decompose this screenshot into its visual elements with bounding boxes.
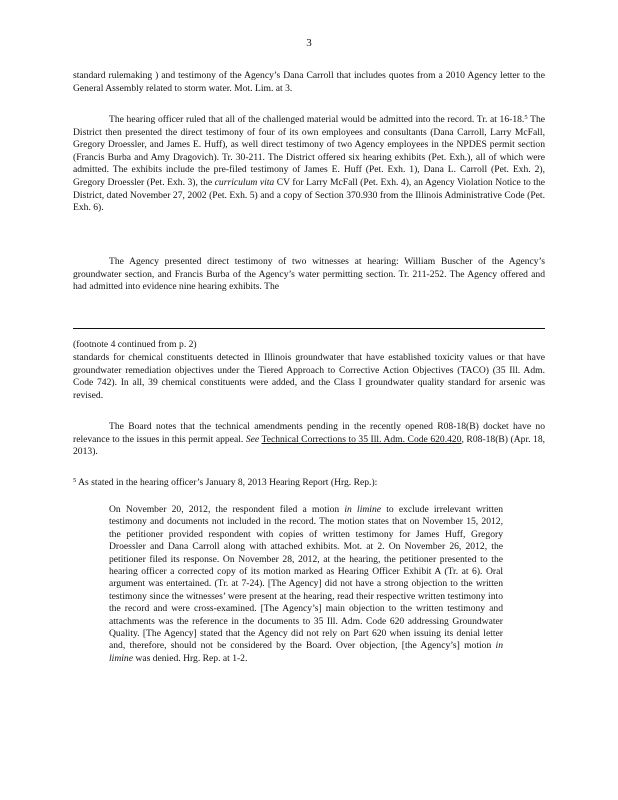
footnote-4-continued-label: (footnote 4 continued from p. 2) bbox=[73, 339, 197, 350]
technical-corrections-citation: Technical Corrections to 35 Ill. Adm. Code 620.420 bbox=[261, 433, 462, 445]
see-signal: See bbox=[245, 433, 260, 445]
paragraph-hearing-testimony bbox=[73, 114, 545, 215]
district-exhibits-text: CV for Larry McFall (Pet. Exh. 4), an Agency Violation Notice to the District, dated November 27, 2002 (Pet. Exh. 5) and a copy of Section 370.930 from the Illinois Administrative Code (Pet. Exh. 6). bbox=[73, 176, 546, 214]
in-limine-italic-2: in limine bbox=[109, 640, 503, 664]
district-testimony-text: The District then presented the direct testimony of four of its own employees and consultants (Dana Carroll, Larry McFall, Gregory Droessler, and James E. Huff), as well direct testimony of two Agency employees in the NPDES permit section (Francis Burba and Amy Dragovich). Tr. 30-211. The District offered six hearing exhibits (Pet. Exh.), all of which were admitted. The exhibits include the pre-filed testimony of James E. Huff (Pet. Exh. 1), Dana L. Carroll (Pet. Exh. 2), Gregory Droessler (Pet. Exh. 3), the bbox=[73, 114, 545, 188]
footnote-5-reference: 5 bbox=[524, 114, 528, 121]
citation-docket: , R08-18(B) (Apr. 18, 2013). bbox=[73, 433, 546, 458]
footnote-separator bbox=[73, 328, 545, 329]
in-limine-italic-1: in limine bbox=[344, 504, 382, 515]
hearing-ruling-text: The hearing officer ruled that all of the challenged material would be admitted into the record. Tr. at 16-18. bbox=[109, 114, 525, 125]
paragraph-motion-limine-summary: standard rulemaking ) and testimony of the Agency’s Dana Carroll that includes quotes from a 2010 Agency letter to the General Assembly related to storm water. Mot. Lim. at 3. bbox=[73, 70, 545, 94]
quote-part-2: to exclude irrelevant written testimony and documents not included in the record. The motion states that on November 15, 2012, the petitioner provided respondent with copies of written testimony for James Huff, Gregory Droessler and Dana Carroll along with attached exhibits. Mot. at 2. On November 26, 2012, the petitioner filed its response. On November 28, 2012, at the hearing, the petitioner presented to the hearing officer a corrected copy of its motion marked as Hearing Officer Exhibit A (Tr. at 6). Oral argument was entertained. (Tr. at 7-24). [The Agency] did not have a strong objection to the written testimony since the witnesses’ were present at the hearing, read their respective written testimony into the record and were cross-examined. [The Agency’s] main objection to the written testimony and attachments was the reference in the documents to 35 Ill. Adm. Code 620 addressing Groundwater Quality. [The Agency] stated that the Agency did not rely on Part 620 when issuing its denial letter and, therefore, should not be considered by the Board. Over objection, [the Agency’s] motion bbox=[109, 504, 504, 652]
paragraph-agency-witnesses: The Agency presented direct testimony of two witnesses at hearing: William Buscher of the Agency’s groundwater section, and Francis Burba of the Agency’s water permitting section. Tr. 211-252. The Agency offered and had admitted into evidence nine hearing exhibits. The bbox=[73, 256, 545, 293]
quote-part-1: On November 20, 2012, the respondent filed a motion bbox=[109, 504, 340, 515]
footnote-5-intro-text: As stated in the hearing officer’s January 8, 2013 Hearing Report (Hrg. Rep.): bbox=[78, 477, 378, 488]
page-number: 3 bbox=[306, 37, 312, 49]
curriculum-vita-italic: curriculum vita bbox=[214, 176, 275, 188]
footnote-4-text: standards for chemical constituents detected in Illinois groundwater that have established toxicity values or that have groundwater remediation objectives under the Tiered Approach to Corrective Action Objectives (TACO) (35 Ill. Adm. Code 742). In all, 39 chemical constituents were added, and the Class I groundwater quality standard for arsenic was revised. bbox=[73, 352, 545, 401]
footnote-4-board-note bbox=[73, 421, 545, 459]
footnote-5-number: 5 bbox=[73, 477, 77, 484]
footnote-5-intro bbox=[73, 477, 545, 490]
footnote-5-block-quote bbox=[109, 504, 503, 665]
board-note-text: The Board notes that the technical amendments pending in the recently opened R08-18(B) docket have no relevance to the issues in this permit appeal. bbox=[73, 421, 545, 445]
quote-part-3: was denied. Hrg. Rep. at 1-2. bbox=[135, 652, 248, 664]
